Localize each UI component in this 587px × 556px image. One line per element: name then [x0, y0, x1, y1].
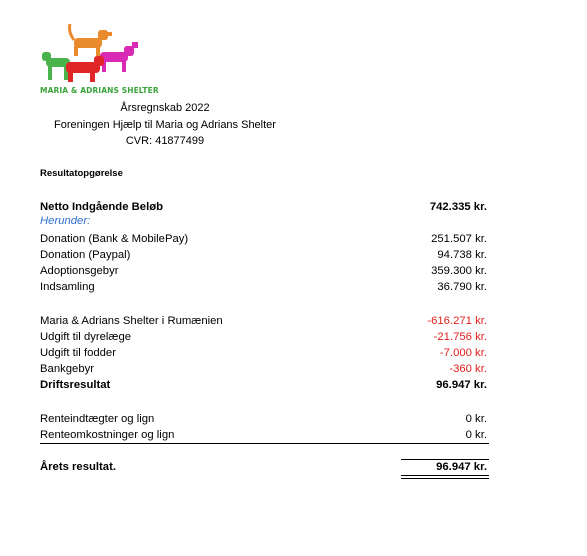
drift-result-label: Driftsresultat	[40, 379, 111, 391]
expense-label: Bankgebyr	[40, 363, 95, 375]
income-label: Donation (Bank & MobilePay)	[40, 233, 189, 245]
result-double-line-1	[401, 475, 489, 476]
year-result-row	[40, 459, 487, 475]
expense-value: -21.756 kr.	[433, 331, 487, 343]
herunder-label: Herunder:	[40, 215, 91, 227]
expense-row	[40, 329, 487, 345]
income-label: Adoptionsgebyr	[40, 265, 119, 277]
income-value: 36.790 kr.	[437, 281, 487, 293]
organization-name: Foreningen Hjælp til Maria og Adrians Shelter	[54, 119, 276, 131]
divider-line	[40, 443, 489, 444]
year-result-label: Årets resultat.	[40, 461, 116, 473]
income-row	[40, 279, 487, 295]
expense-value: -360 kr.	[449, 363, 487, 375]
finance-value: 0 kr.	[465, 429, 487, 441]
income-value: 359.300 kr.	[431, 265, 487, 277]
drift-result-value: 96.947 kr.	[436, 379, 487, 391]
income-total-row	[40, 199, 487, 215]
green-dog-icon	[42, 52, 70, 80]
red-dog-icon	[66, 56, 104, 82]
finance-value: 0 kr.	[465, 413, 487, 425]
finance-label: Renteindtægter og lign	[40, 413, 155, 425]
expense-value: -7.000 kr.	[439, 347, 487, 359]
expense-row	[40, 313, 487, 329]
finance-label: Renteomkostninger og lign	[40, 429, 175, 441]
income-label: Donation (Paypal)	[40, 249, 131, 261]
expense-row	[40, 361, 487, 377]
finance-row	[40, 427, 487, 443]
income-total-value: 742.335 kr.	[429, 201, 487, 213]
income-label: Indsamling	[40, 281, 95, 293]
result-double-line-2	[401, 478, 489, 479]
magenta-dog-icon	[100, 42, 138, 72]
income-total-label: Netto Indgående Beløb	[40, 201, 164, 213]
orange-dog-icon	[70, 24, 113, 56]
expense-value: -616.271 kr.	[427, 315, 487, 327]
income-value: 94.738 kr.	[437, 249, 487, 261]
expense-label: Udgift til dyrelæge	[40, 331, 132, 343]
expense-label: Udgift til fodder	[40, 347, 116, 359]
finance-row	[40, 411, 487, 427]
report-title: Årsregnskab 2022	[120, 102, 210, 114]
expense-label: Maria & Adrians Shelter i Rumænien	[40, 315, 223, 327]
income-row	[40, 263, 487, 279]
income-value: 251.507 kr.	[431, 233, 487, 245]
expense-row	[40, 345, 487, 361]
result-top-line	[401, 459, 489, 460]
drift-result-row	[40, 377, 487, 393]
logo-text: MARIA & ADRIANS SHELTER	[40, 86, 159, 95]
income-row	[40, 247, 487, 263]
income-row	[40, 231, 487, 247]
section-title: Resultatopgørelse	[40, 168, 123, 179]
cvr-number: CVR: 41877499	[125, 135, 205, 147]
year-result-value: 96.947 kr.	[436, 461, 487, 473]
